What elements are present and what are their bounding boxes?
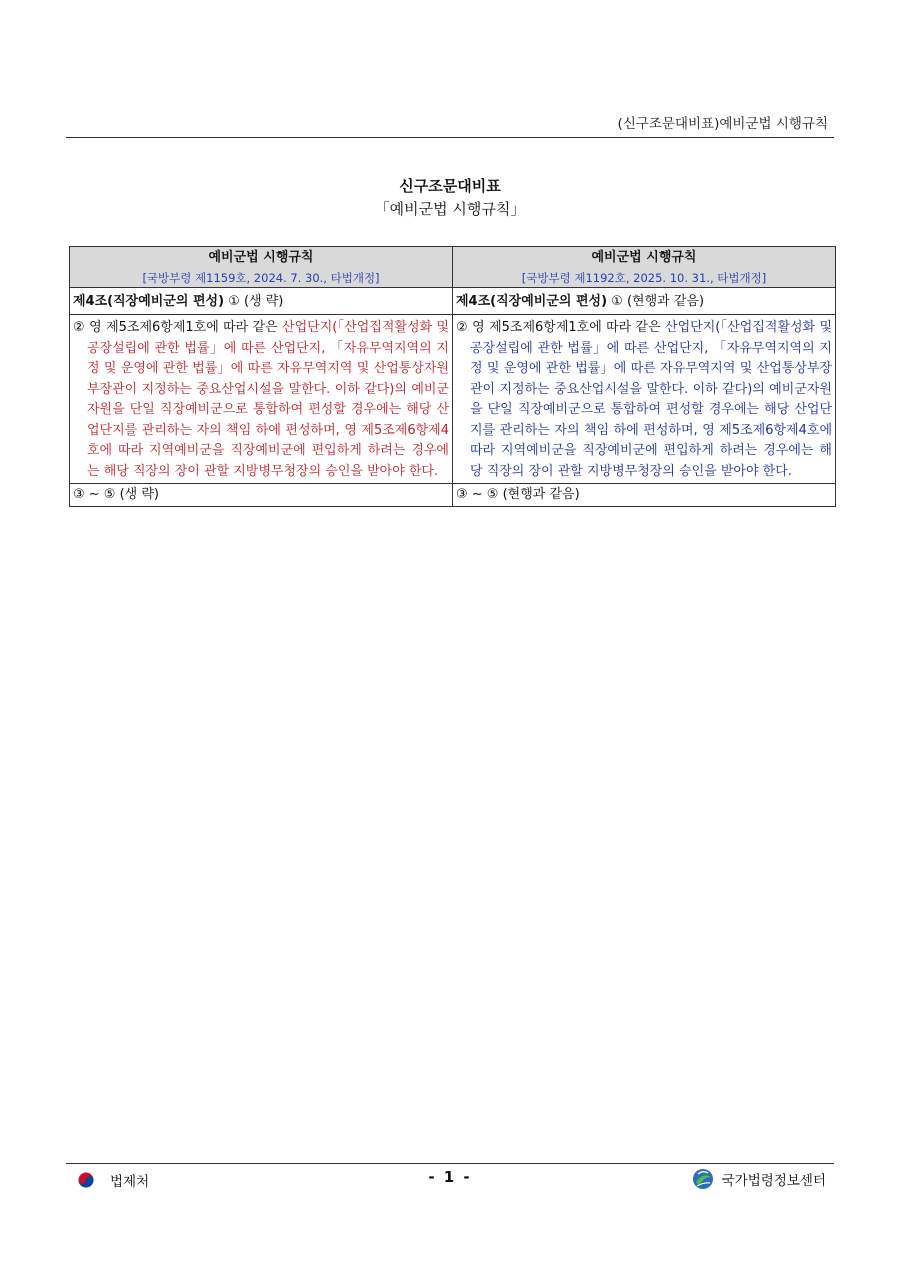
new-law-title: 예비군법 시행규칙 (591, 250, 697, 265)
old-p2-changed-text: 산업단지(「산업집적활성화 및 공장설립에 관한 법률」에 따른 산업단지, 「자유무역지역의 지정 및 운영에 관한 법률」에 따른 자유무역지역 및 산업통상자원부장관이 지정하는 중요산업시설을 말한다. 이하 같다)의 예비군자원을 단일 직장예비군으로 통합하여 편성할 경우에는 해당 산업단지를 관리하는 자의 책임 하에 편성하며, 영 제5조제6항제4호에 따라 지역예비군을 직장예비군에 편입하게 하려는 경우에는 해당 직장의 장이 관할 지방병무청장의 승인을 받아야 한다. (87, 320, 450, 479)
footer-left-label: 법제처 (110, 1174, 150, 1190)
new-p3-cell (453, 484, 836, 507)
header-divider (66, 137, 834, 138)
old-p2-cell (70, 315, 453, 484)
new-p2-prefix: ② 영 제5조제6항제1호에 따라 같은 (456, 320, 666, 335)
old-article-p1: ① (생 략) (224, 294, 284, 309)
footer-divider (66, 1163, 834, 1164)
article-row (70, 288, 836, 315)
old-p3-cell (70, 484, 453, 507)
page-number: - 1 - (428, 1168, 472, 1186)
running-header: (신구조문대비표)예비군법 시행규칙 (617, 116, 828, 132)
law-center-logo-icon (692, 1168, 714, 1190)
old-article-title: 제4조(직장예비군의 편성) (73, 294, 225, 309)
old-law-title: 예비군법 시행규칙 (208, 250, 314, 265)
footer-right-label: 국가법령정보센터 (721, 1173, 826, 1189)
old-article-cell (70, 288, 453, 315)
new-article-title: 제4조(직장예비군의 편성) (456, 294, 608, 309)
new-p3: ③ ∼ ⑤ (현행과 같음) (456, 487, 580, 502)
old-p2-prefix: ② 영 제5조제6항제1호에 따라 같은 (73, 320, 283, 335)
paragraph3-row (70, 484, 836, 507)
document-title: 신구조문대비표 (399, 177, 501, 195)
new-p2-changed-text: 산업단지(「산업집적활성화 및 공장설립에 관한 법률」에 따른 산업단지, 「자유무역지역의 지정 및 운영에 관한 법률」에 따른 자유무역지역 및 산업통상부장관이 지정하는 중요산업시설을 말한다. 이하 같다)의 예비군자원을 단일 직장예비군으로 통합하여 편성할 경우에는 해당 산업단지를 관리하는 자의 책임 하에 편성하며, 영 제5조제6항제4호에 따라 지역예비군을 직장예비군에 편입하게 하려는 경우에는 해당 직장의 장이 관할 지방병무청장의 승인을 받아야 한다. (470, 320, 833, 479)
old-column-header (70, 247, 453, 288)
new-law-info: [국방부령 제1192호, 2025. 10. 31., 타법개정] (521, 271, 767, 285)
paragraph2-row (70, 315, 836, 484)
table-header-row (70, 247, 836, 288)
footer-right (692, 1168, 826, 1190)
old-p3: ③ ∼ ⑤ (생 략) (73, 487, 159, 502)
comparison-table (69, 246, 836, 507)
new-column-header (453, 247, 836, 288)
document-subtitle: 「예비군법 시행규칙」 (374, 200, 526, 218)
new-article-p1: ① (현행과 같음) (607, 294, 705, 309)
new-p2-cell (453, 315, 836, 484)
old-law-info: [국방부령 제1159호, 2024. 7. 30., 타법개정] (142, 271, 380, 285)
new-article-cell (453, 288, 836, 315)
